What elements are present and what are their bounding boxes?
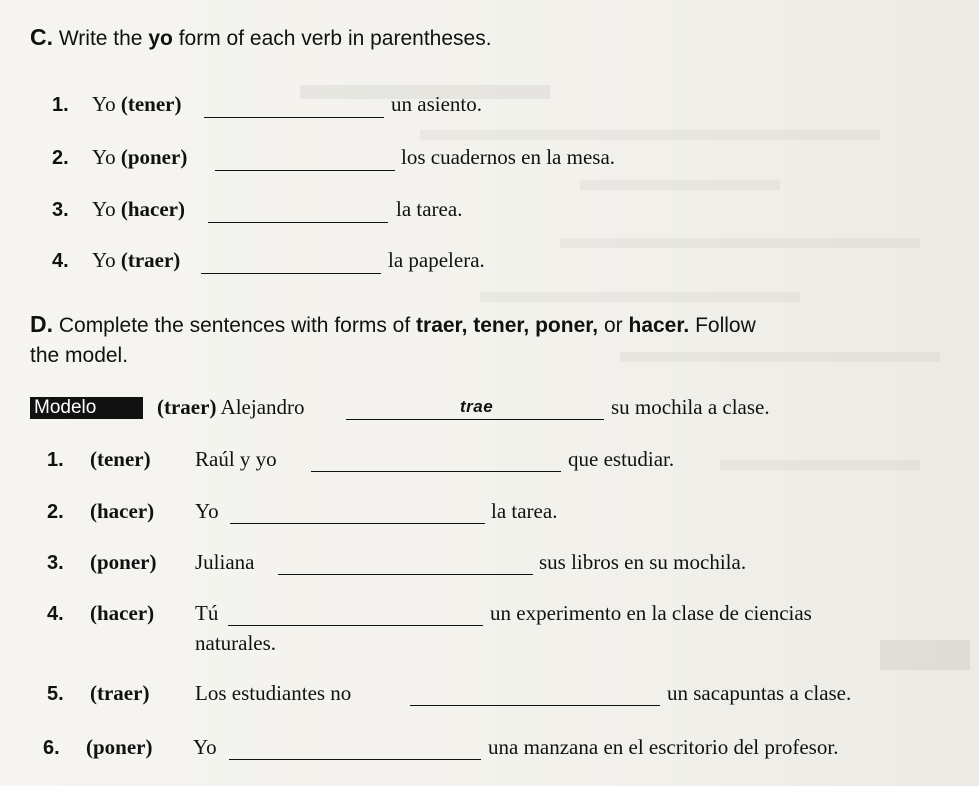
item-subject: Yo [92,197,116,221]
answer-blank[interactable] [208,222,388,223]
section-d-instr-3: the model. [30,344,129,367]
section-d-instr-2: Follow [695,314,756,337]
section-d-instr-or: or [603,314,623,337]
item-verb: (traer) [90,681,150,705]
model-tag: Modelo [30,397,143,419]
section-d-letter: D. [30,311,53,337]
section-d-heading [30,309,950,371]
item-number: 2. [47,501,64,523]
item-verb: (hacer) [90,499,155,523]
item-number: 3. [52,199,69,221]
item-rest: sus libros en su mochila. [539,550,747,574]
item-rest: una manzana en el escritorio del profesor. [488,735,839,759]
item-subject: Raúl y yo [195,447,277,471]
item-rest: un asiento. [391,92,482,116]
item-subject: Tú [195,601,219,625]
item-verb: (poner) [86,735,153,759]
item-number: 5. [47,683,64,705]
item-number: 4. [47,603,64,625]
answer-blank[interactable] [229,759,481,760]
answer-blank[interactable] [228,625,483,626]
item-rest: un sacapuntas a clase. [667,681,852,705]
section-c-letter: C. [30,24,53,50]
item-number: 6. [43,737,60,759]
section-d-verb-last: hacer. [628,314,690,337]
answer-blank[interactable] [230,523,485,524]
item-number: 2. [52,147,69,169]
section-d-instr-1: Complete the sentences with forms of [58,314,411,337]
item-verb: (tener) [90,447,151,471]
item-verb: (tener) [120,92,182,116]
answer-blank[interactable] [278,574,533,575]
item-subject: Yo [193,735,217,759]
item-rest: que estudiar. [568,447,675,471]
item-prompt [92,248,180,273]
item-subject: Juliana [195,550,255,574]
section-c-instr-2: form of each verb in parentheses. [178,27,492,50]
item-number: 1. [47,449,64,471]
answer-blank[interactable] [311,471,561,472]
item-rest: la tarea. [396,197,463,221]
section-c-heading [30,22,492,54]
item-verb: (hacer) [90,601,155,625]
section-d-verbs: traer, tener, poner, [416,314,599,337]
answer-blank[interactable] [215,170,395,171]
item-rest: la papelera. [388,248,485,272]
answer-blank[interactable] [410,705,660,706]
section-c-instr-1: Write the [58,27,143,50]
model-subject: Alejandro [220,395,305,419]
item-subject: Los estudiantes no [195,681,352,705]
answer-blank[interactable] [204,117,384,118]
model-verb: (traer) [157,395,217,419]
item-rest: la tarea. [491,499,558,523]
item-number: 1. [52,94,69,116]
item-subject: Yo [195,499,219,523]
item-verb: (poner) [120,145,188,169]
item-rest-continued: naturales. [195,631,277,655]
answer-blank[interactable] [201,273,381,274]
item-prompt [92,92,181,117]
item-number: 3. [47,552,64,574]
item-verb: (traer) [120,248,181,272]
model-blank [346,419,604,420]
item-prompt [92,145,187,170]
item-subject: Yo [92,145,116,169]
item-rest: los cuadernos en la mesa. [401,145,616,169]
item-rest: un experimento en la clase de ciencias [490,601,812,625]
section-c-instr-yo: yo [148,27,173,50]
item-verb: (hacer) [120,197,185,221]
item-subject: Yo [92,92,116,116]
model-prompt [157,395,305,420]
item-prompt [92,197,185,222]
item-number: 4. [52,250,69,272]
item-subject: Yo [92,248,116,272]
item-verb: (poner) [90,550,157,574]
model-answer: trae [460,397,494,416]
model-rest: su mochila a clase. [611,395,770,419]
